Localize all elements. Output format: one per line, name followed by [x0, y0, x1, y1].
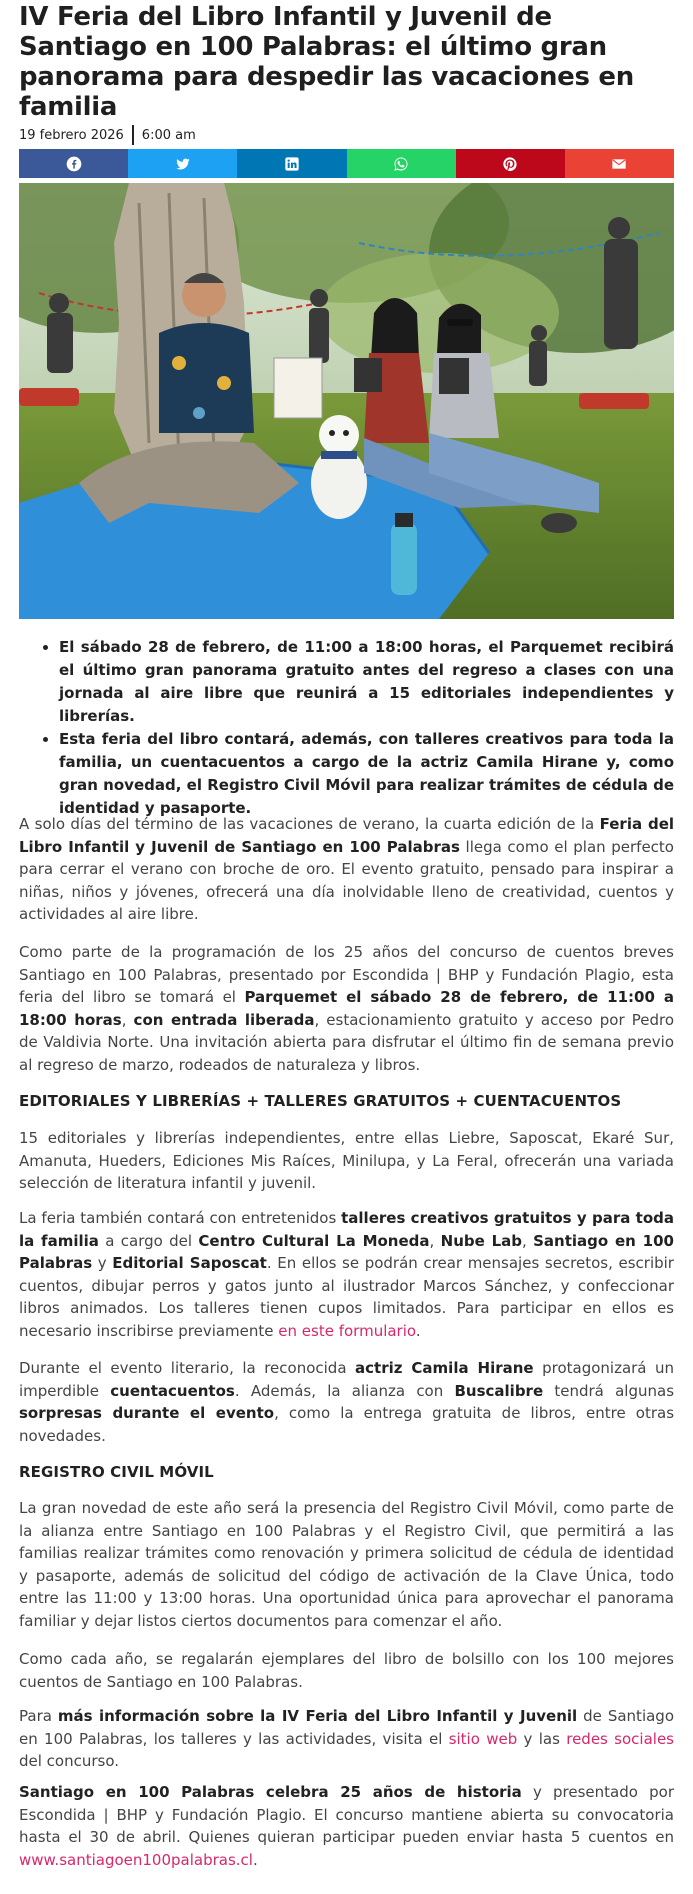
- article-time: 6:00 am: [141, 127, 196, 143]
- paragraph-libro-bolsillo: Como cada año, se regalarán ejemplares del libro de bolsillo con los 100 mejores cuentos de Santiago en 100 Palabras.: [19, 1650, 674, 1691]
- text: .: [415, 1321, 421, 1340]
- share-whatsapp-button[interactable]: [347, 149, 456, 178]
- email-icon: [611, 156, 627, 172]
- social-media-link[interactable]: redes sociales: [566, 1729, 674, 1748]
- text-bold: Parquemet el sábado 28 de febrero, de 11:00 a 18:00 horas: [19, 988, 674, 1029]
- paragraph-mas-info: [19, 1705, 674, 1773]
- text-bold: Editorial Saposcat: [112, 1254, 267, 1272]
- text-bold: con entrada liberada: [133, 1010, 315, 1029]
- text: .: [252, 1850, 258, 1869]
- paragraph-editoriales: 15 editoriales y librerías independientes, entre ellas Liebre, Saposcat, Ekaré Sur, Amanuta, Hueders, Ediciones Mis Raíces, Minilupa, y La Feral, ofrecerán una variada selección de literatura infantil y juvenil.: [19, 1129, 674, 1192]
- paragraph-intro: [19, 813, 674, 926]
- share-linkedin-button[interactable]: [237, 149, 346, 178]
- text: ,: [522, 1231, 534, 1250]
- text: y presentado por Escondida | BHP y Fundación Plagio. El concurso mantiene abierta su convocatoria hasta el 30 de abril. Quienes quieran participar pueden enviar hasta 5 cuentos en: [19, 1783, 674, 1846]
- text: llega como el plan perfecto para cerrar el verano con broche de oro. El evento gratuito, pensado para inspirar a niñas, niños y jóvenes, ofrecerá una día inolvidable lleno de creatividad, cuentos y actividades al aire libre.: [19, 837, 674, 923]
- share-twitter-button[interactable]: [128, 149, 237, 178]
- santiago100-link[interactable]: www.santiagoen100palabras.cl: [19, 1850, 253, 1869]
- section-heading-registro: REGISTRO CIVIL MÓVIL: [19, 1463, 214, 1481]
- paragraph-25-anos: [19, 1781, 674, 1871]
- paragraph-registro: La gran novedad de este año será la presencia del Registro Civil Móvil, como parte de la alianza entre Santiago en 100 Palabras y el Registro Civil, que permitirá a las familias realizar trámites como renovación y primera solicitud de cédula de identidad y pasaporte, además de solicitud del código de activación de la Clave Única, todo entre las 11:00 y 13:00 horas. Una oportunidad única para aprovechar el panorama familiar y dejar listos ciertos documentos para comenzar el año.: [19, 1499, 674, 1630]
- text-bold: Santiago en 100 Palabras celebra 25 años de historia: [19, 1783, 522, 1801]
- text: Durante el evento literario, la reconocida: [19, 1359, 356, 1377]
- text-bold: más información sobre la IV Feria del Libro Infantil y Juvenil: [57, 1707, 578, 1725]
- section-heading-editoriales: EDITORIALES Y LIBRERÍAS + TALLERES GRATUITOS + CUENTACUENTOS: [19, 1092, 622, 1110]
- text-bold: Feria del Libro Infantil y Juvenil de Santiago en 100 Palabras: [19, 815, 675, 856]
- share-facebook-button[interactable]: [19, 149, 128, 178]
- text: . En ellos se podrán crear mensajes secretos, escribir cuentos, dibujar perros y gatos junto al ilustrador Marcos Sánchez, y confeccionar libros animados. Los talleres tienen cupos limitados. Para participar en ellos es necesario inscribirse previamente: [19, 1254, 674, 1340]
- paragraph-program: [19, 941, 674, 1076]
- article-title: IV Feria del Libro Infantil y Juvenil de Santiago en 100 Palabras: el último gran panorama para despedir las vacaciones en familia: [19, 2, 634, 122]
- share-pinterest-button[interactable]: [456, 149, 565, 178]
- text: Como parte de la programación de los 25 años del concurso de cuentos breves Santiago en 100 Palabras, presentado por Escondida | BHP y Fundación Plagio, esta feria del libro se tomará el: [19, 943, 674, 1006]
- pinterest-icon: [502, 156, 518, 172]
- text: . Además, la alianza con: [234, 1381, 455, 1400]
- text: y las: [517, 1729, 567, 1748]
- text-bold: Centro Cultural La Moneda: [198, 1231, 430, 1250]
- text: protagonizará un imperdible: [19, 1359, 674, 1400]
- text-bold: actriz Camila Hirane: [355, 1359, 534, 1377]
- text-bold: talleres creativos gratuitos y para toda la familia: [19, 1209, 674, 1250]
- article-meta: [19, 125, 196, 145]
- article-date: 19 febrero 2026: [19, 127, 124, 143]
- whatsapp-icon: [393, 156, 409, 172]
- text: del concurso.: [19, 1752, 120, 1770]
- text: y: [92, 1254, 113, 1272]
- text: ,: [121, 1010, 134, 1029]
- form-link[interactable]: en este formulario: [278, 1321, 416, 1340]
- paragraph-cuentacuentos: [19, 1357, 674, 1447]
- text-bold: cuentacuentos: [110, 1381, 235, 1400]
- text-bold: Santiago en 100 Palabras: [19, 1231, 674, 1272]
- highlight-item: • El sábado 28 de febrero, de 11:00 a 18:00 horas, el Parquemet recibirá el último gran panorama gratuito antes del regreso a clases con una jornada al aire libre que reunirá a 15 editoriales independientes y librerías.: [59, 636, 674, 728]
- text-bold: Buscalibre: [454, 1381, 544, 1400]
- text: de Santiago en 100 Palabras, los talleres y las actividades, visita el: [19, 1707, 674, 1748]
- twitter-icon: [175, 156, 191, 172]
- share-email-button[interactable]: [565, 149, 674, 178]
- text: , como la entrega gratuita de libros, entre otras novedades.: [19, 1404, 675, 1445]
- highlights-list: [19, 636, 674, 820]
- text: Para: [19, 1707, 58, 1725]
- meta-divider: [132, 125, 134, 145]
- water-bottle: [391, 513, 417, 595]
- article-photo: [19, 183, 674, 619]
- paragraph-talleres: [19, 1207, 674, 1342]
- text: tendrá algunas: [543, 1381, 675, 1400]
- website-link[interactable]: sitio web: [448, 1729, 518, 1748]
- facebook-icon: [66, 156, 82, 172]
- text-bold: Nube Lab: [440, 1231, 522, 1250]
- text: ,: [429, 1231, 441, 1250]
- linkedin-icon: [284, 156, 300, 172]
- highlight-item: • Esta feria del libro contará, además, con talleres creativos para toda la familia, un cuentacuentos a cargo de la actriz Camila Hirane y, como gran novedad, el Registro Civil Móvil para realizar trámites de cédula de identidad y pasaporte.: [59, 728, 674, 820]
- feria-photo-illustration: [19, 183, 674, 619]
- text: , estacionamiento gratuito y acceso por Pedro de Valdivia Norte. Una invitación abierta para disfrutar el último fin de semana previo al regreso de marzo, rodeados de naturaleza y libros.: [19, 1010, 674, 1074]
- text-bold: sorpresas durante el evento: [19, 1404, 275, 1422]
- text: A solo días del término de las vacaciones de verano, la cuarta edición de la: [19, 815, 600, 833]
- text: a cargo del: [98, 1231, 199, 1250]
- share-bar: [19, 149, 674, 178]
- text: La feria también contará con entretenidos: [19, 1209, 342, 1227]
